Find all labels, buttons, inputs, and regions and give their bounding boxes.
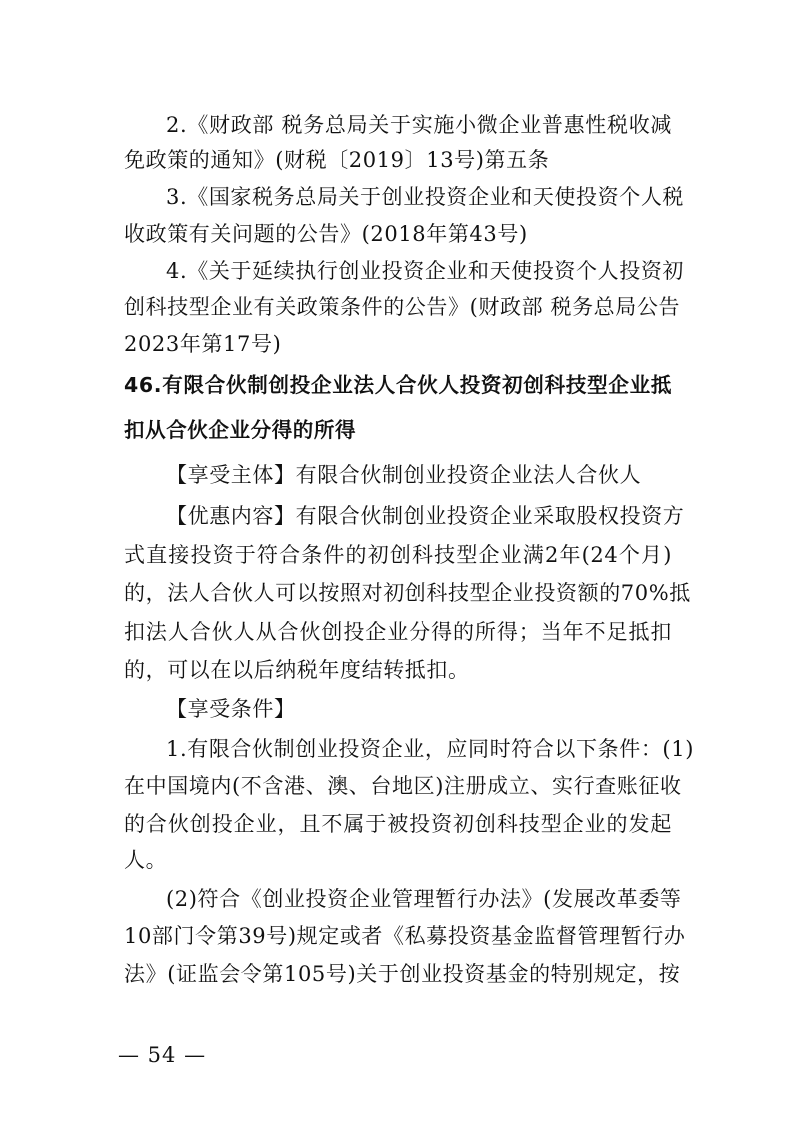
- text-line: 的合伙创投企业，且不属于被投资初创科技型企业的发起: [124, 812, 672, 836]
- section-heading: 46.有限合伙制创投企业法人合伙人投资初创科技型企业抵: [124, 373, 672, 397]
- text-line: 2023年第17号): [124, 332, 282, 356]
- text-line: 的，法人合伙人可以按照对初创科技型企业投资额的70%抵: [124, 581, 691, 605]
- text-line: (2)符合《创业投资企业管理暂行办法》(发展改革委等: [166, 887, 682, 911]
- text-line: 4.《关于延续执行创业投资企业和天使投资个人投资初: [166, 259, 685, 283]
- page-number: — 54 —: [118, 1043, 207, 1067]
- text-line: 1.有限合伙制创业投资企业，应同时符合以下条件：(1): [166, 737, 694, 761]
- text-line: 收政策有关问题的公告》(2018年第43号): [124, 222, 528, 246]
- text-line: 式直接投资于符合条件的初创科技型企业满2年(24个月): [124, 543, 672, 567]
- text-line: 扣法人合伙人从合伙创投企业分得的所得；当年不足抵扣: [124, 620, 672, 644]
- text-line: 创科技型企业有关政策条件的公告》(财政部 税务总局公告: [124, 295, 681, 319]
- text-line: 【享受主体】有限合伙制创业投资企业法人合伙人: [166, 463, 642, 487]
- text-line: 的，可以在以后纳税年度结转抵扣。: [124, 658, 470, 682]
- text-line: 2.《财政部 税务总局关于实施小微企业普惠性税收减: [166, 113, 672, 137]
- text-line: 10部门令第39号)规定或者《私募投资基金监督管理暂行办: [124, 924, 686, 948]
- text-line: 3.《国家税务总局关于创业投资企业和天使投资个人税: [166, 185, 685, 209]
- text-line: 在中国境内(不含港、澳、台地区)注册成立、实行查账征收: [124, 774, 682, 798]
- section-heading: 扣从合伙企业分得的所得: [124, 418, 357, 442]
- text-line: 人。: [124, 848, 168, 872]
- text-line: 免政策的通知》(财税〔2019〕13号)第五条: [124, 148, 550, 172]
- text-line: 【优惠内容】有限合伙制创业投资企业采取股权投资方: [166, 504, 685, 528]
- text-line: 法》(证监会令第105号)关于创业投资基金的特别规定，按: [124, 962, 681, 986]
- text-line: 【享受条件】: [166, 697, 296, 721]
